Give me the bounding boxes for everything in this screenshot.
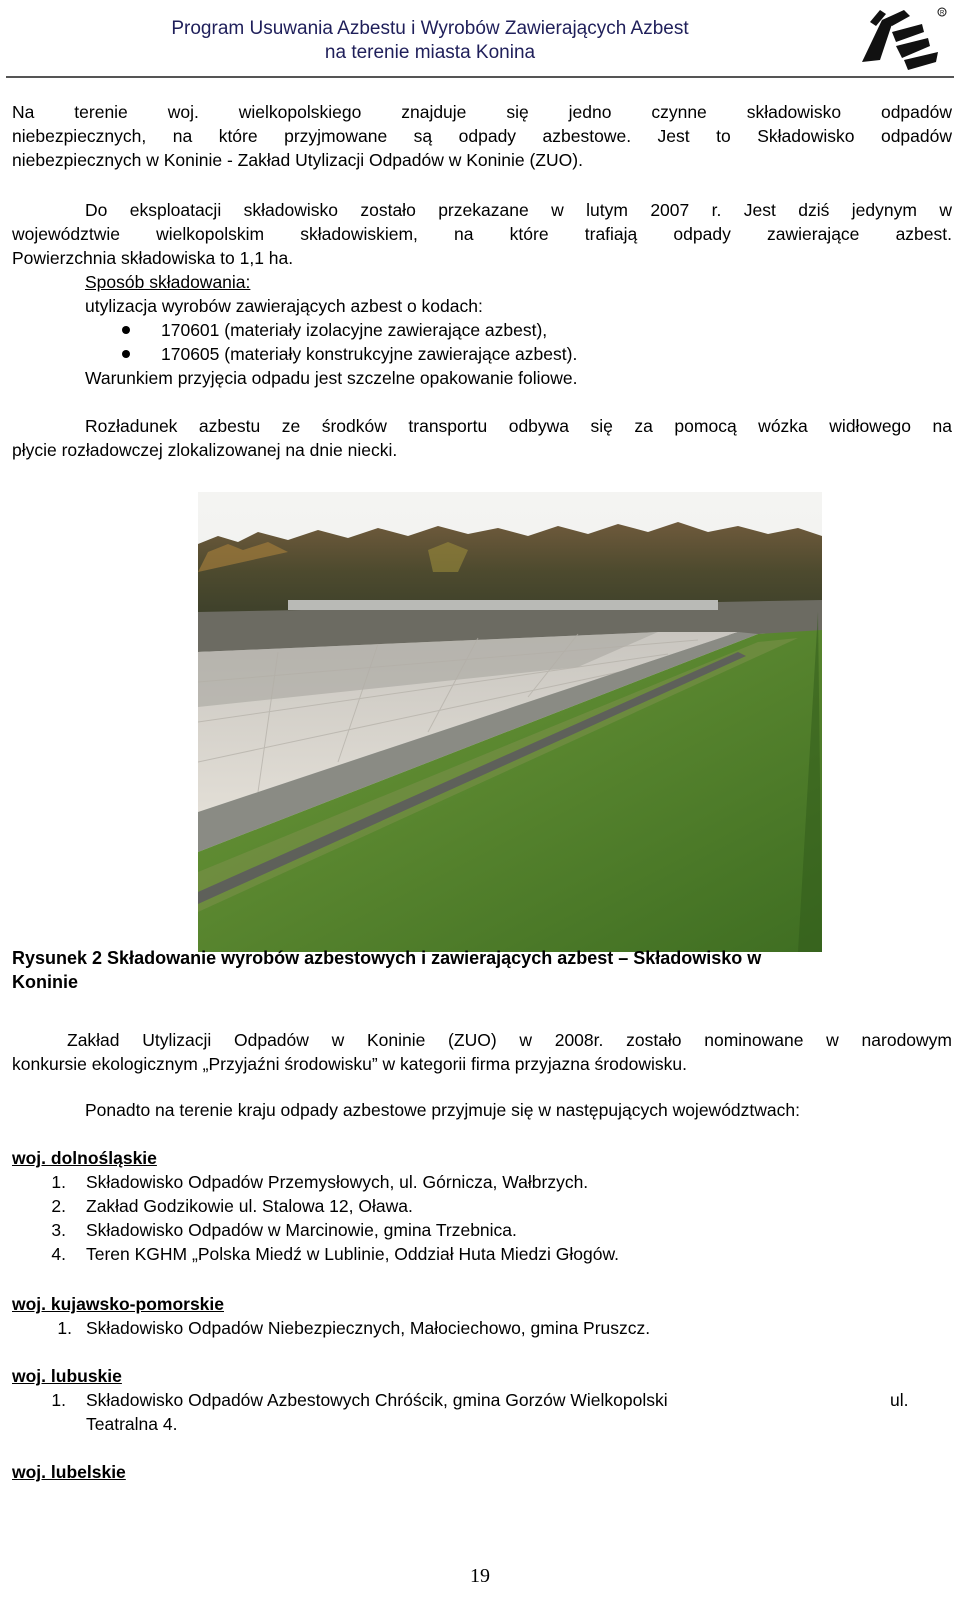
storage-condition: Warunkiem przyjęcia odpadu jest szczelne opakowanie foliowe. — [85, 368, 578, 388]
para3-line2: płycie rozładowczej zlokalizowanej na dnie niecki. — [12, 440, 398, 460]
code-item: 170605 (materiały konstrukcyjne zawierające azbest). — [161, 344, 578, 364]
landfill-photo — [198, 492, 822, 952]
code-item: 170601 (materiały izolacyjne zawierające azbest), — [161, 320, 548, 340]
para2-line3: Powierzchnia składowiska to 1,1 ha. — [12, 248, 294, 268]
list-item: Teren KGHM „Polska Miedź w Lublinie, Oddział Huta Miedzi Głogów. — [86, 1244, 619, 1264]
list-number: 2. — [51, 1196, 66, 1216]
list-number: 1. — [51, 1172, 66, 1192]
list-item: Składowisko Odpadów Przemysłowych, ul. Górnicza, Wałbrzych. — [86, 1172, 589, 1192]
para2-line2: województwie wielkopolskim składowiskiem, na które trafiają odpady zawierające azbest. — [12, 224, 952, 244]
header-title-line1: Program Usuwania Azbestu i Wyrobów Zawierających Azbest — [171, 18, 689, 39]
header-rule — [6, 76, 954, 78]
svg-text:R: R — [940, 10, 945, 17]
list-number: 3. — [51, 1220, 66, 1240]
organization-logo — [852, 2, 948, 74]
bullet-icon — [122, 326, 130, 334]
storage-intro: utylizacja wyrobów zawierających azbest o kodach: — [85, 296, 483, 316]
list-number: 4. — [51, 1244, 66, 1264]
list-item: Zakład Godzikowie ul. Stalowa 12, Oława. — [86, 1196, 413, 1216]
para1-line1: Na terenie woj. wielkopolskiego znajduje się jedno czynne składowisko odpadów — [12, 102, 952, 122]
list-item-continuation: ul. — [890, 1390, 909, 1410]
list-item: Składowisko Odpadów w Marcinowie, gmina Trzebnica. — [86, 1220, 517, 1240]
para1-line3: niebezpiecznych w Koninie - Zakład Utylizacji Odpadów w Koninie (ZUO). — [12, 150, 583, 170]
list-number: 1. — [57, 1318, 72, 1338]
list-number: 1. — [51, 1390, 66, 1410]
list-item-continuation: Teatralna 4. — [86, 1414, 178, 1434]
page-header — [0, 0, 960, 80]
figure-caption-line2: Koninie — [12, 972, 78, 992]
region-heading-dolnoslaskie: woj. dolnośląskie — [12, 1148, 157, 1168]
bullet-icon — [122, 350, 130, 358]
para4-line1: Zakład Utylizacji Odpadów w Koninie (ZUO) w 2008r. zostało nominowane w narodowym — [67, 1030, 952, 1050]
para3-line1: Rozładunek azbestu ze środków transportu odbywa się za pomocą wózka widłowego na — [85, 416, 952, 436]
region-heading-kujawsko-pomorskie: woj. kujawsko-pomorskie — [12, 1294, 224, 1314]
para5: Ponadto na terenie kraju odpady azbestowe przyjmuje się w następujących województwach: — [85, 1100, 800, 1120]
list-item: Składowisko Odpadów Azbestowych Chróścik, gmina Gorzów Wielkopolski — [86, 1390, 668, 1410]
storage-heading: Sposób składowania: — [85, 272, 251, 292]
para4-line2: konkursie ekologicznym „Przyjaźni środowisku” w kategorii firma przyjazna środowisku. — [12, 1054, 687, 1074]
figure-caption-line1: Rysunek 2 Składowanie wyrobów azbestowych i zawierających azbest – Składowisko w — [12, 948, 762, 968]
header-title-line2: na terenie miasta Konina — [324, 42, 536, 63]
region-heading-lubuskie: woj. lubuskie — [12, 1366, 122, 1386]
para1-line2: niebezpiecznych, na które przyjmowane są odpady azbestowe. Jest to Składowisko odpadów — [12, 126, 952, 146]
region-heading-lubelskie: woj. lubelskie — [12, 1462, 126, 1482]
list-item: Składowisko Odpadów Niebezpiecznych, Małociechowo, gmina Pruszcz. — [86, 1318, 651, 1338]
para2-line1: Do eksploatacji składowisko zostało przekazane w lutym 2007 r. Jest dziś jedynym w — [85, 200, 952, 220]
page-number: 19 — [470, 1565, 490, 1587]
